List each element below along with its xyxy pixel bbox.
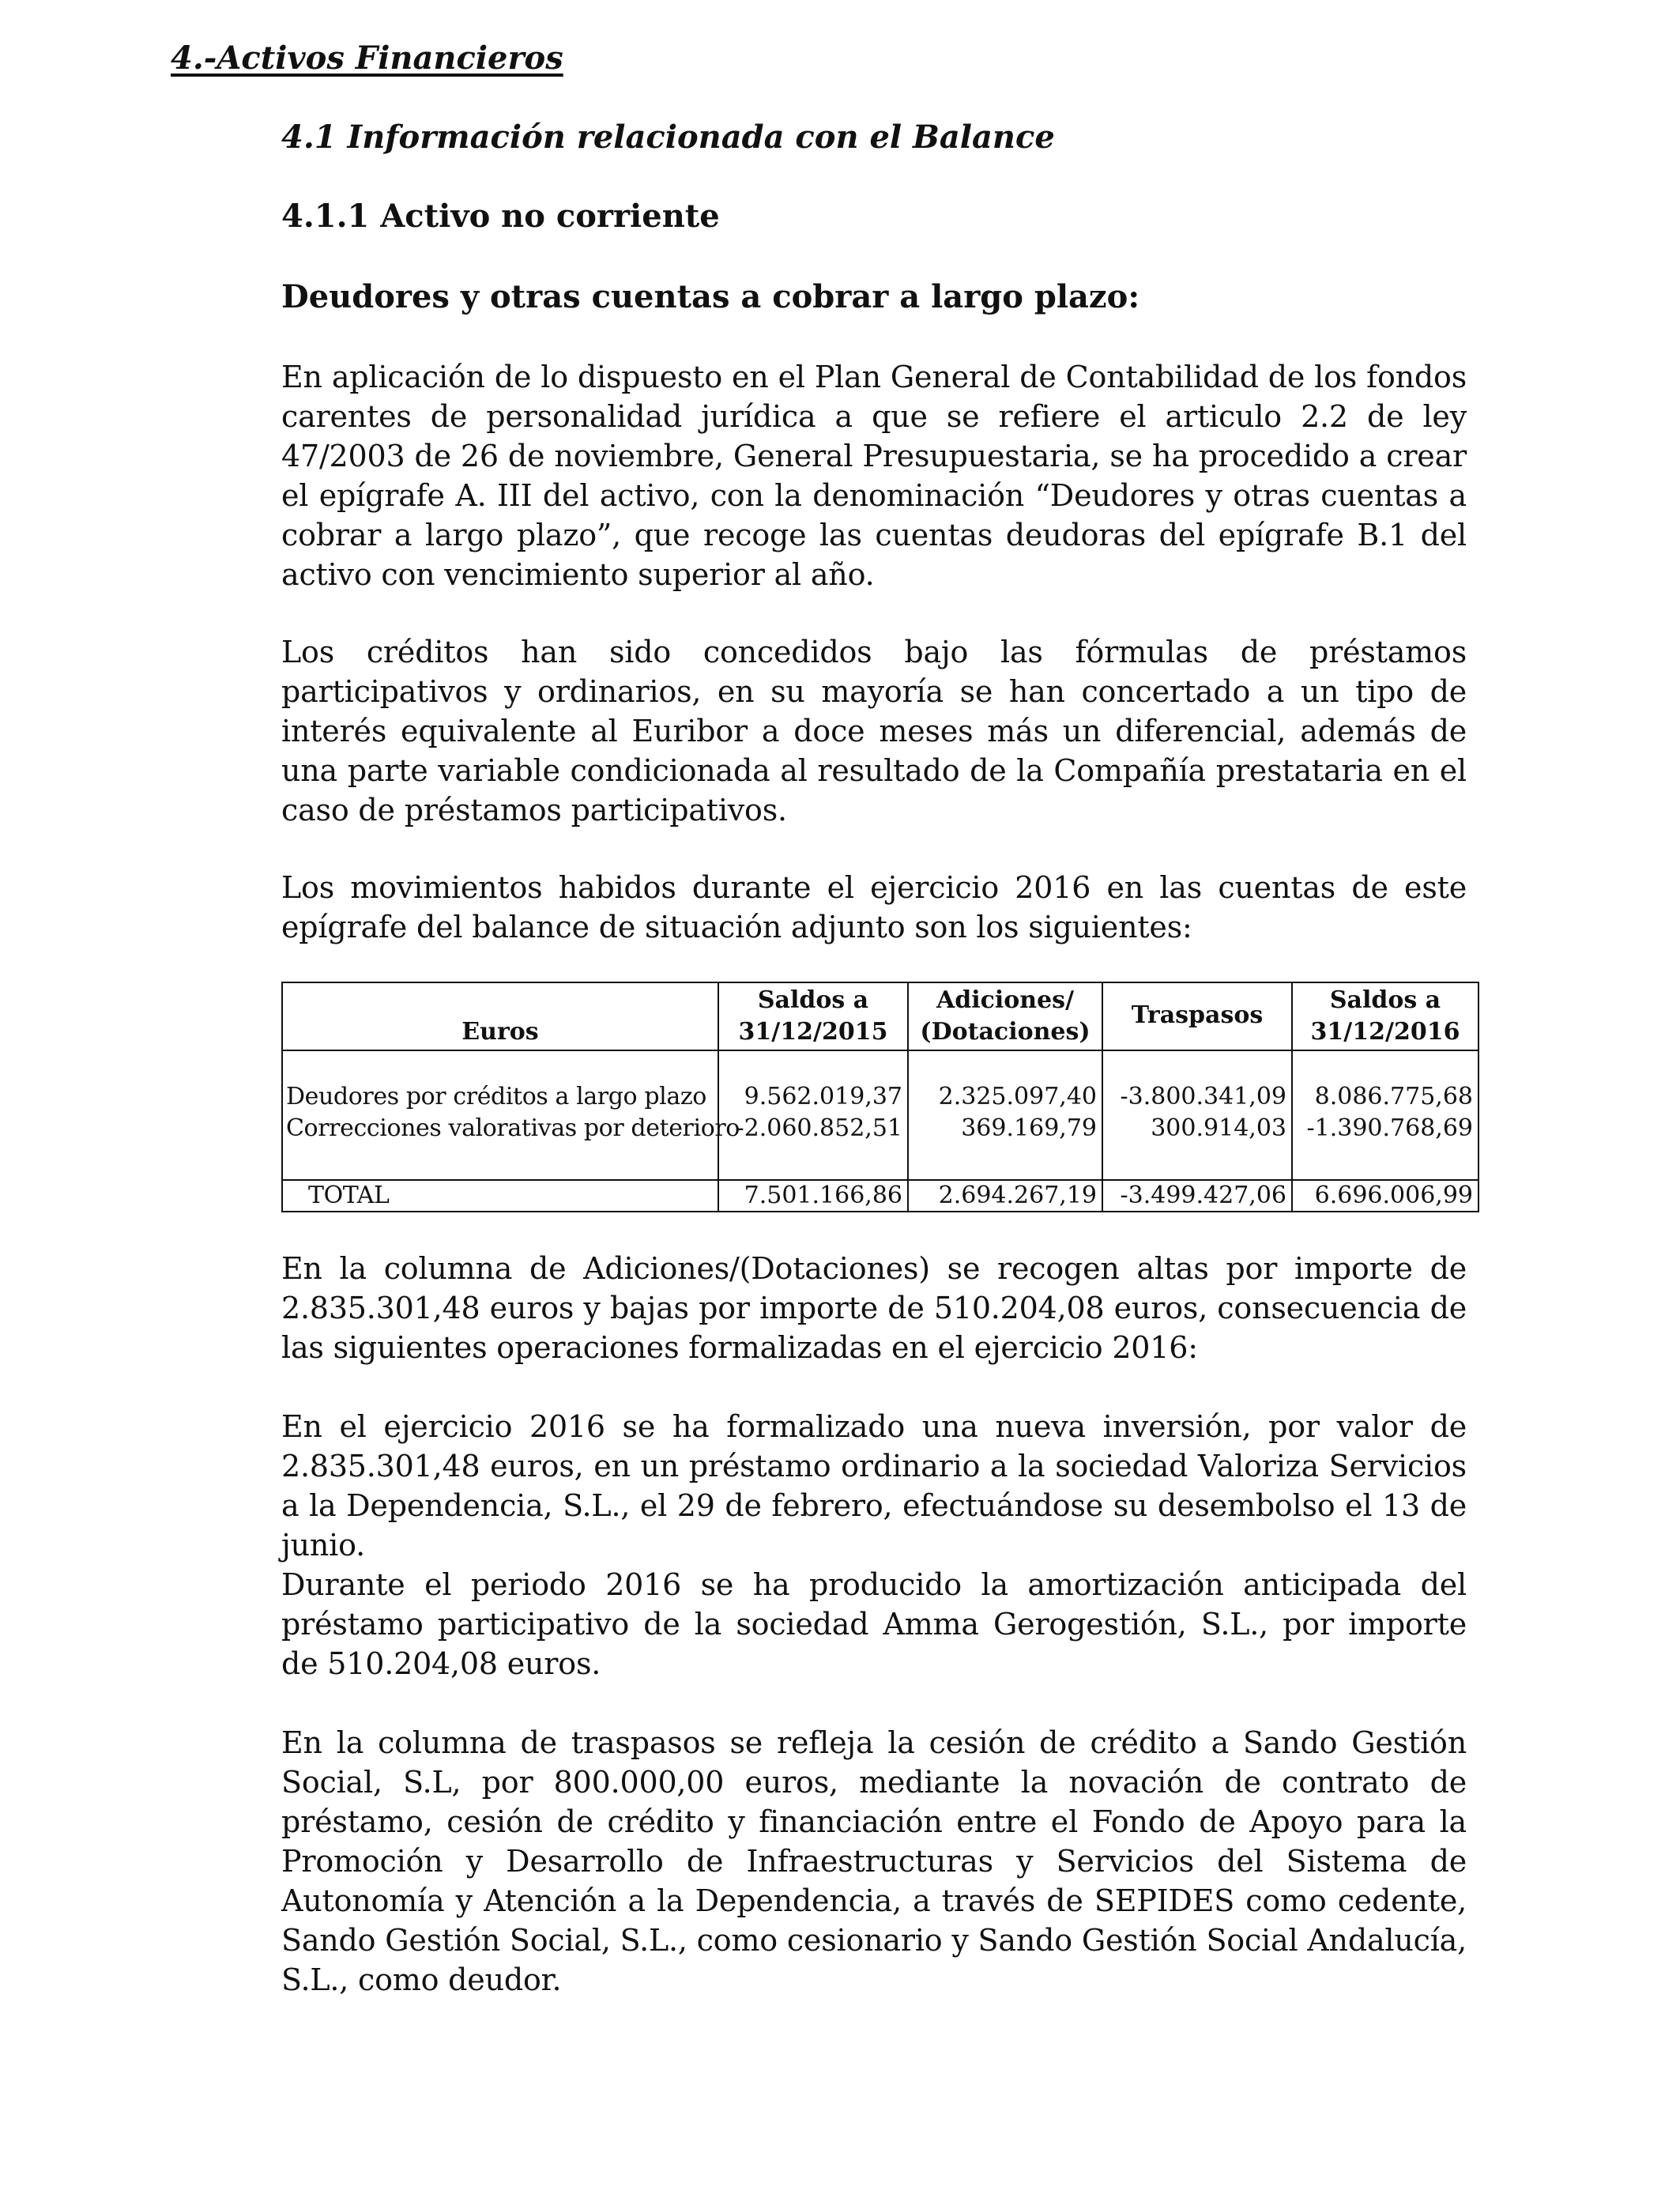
cell-saldo-2016: -1.390.768,69 [1292, 1113, 1478, 1144]
table-spacer-row [282, 1144, 1478, 1180]
total-label: TOTAL [282, 1180, 718, 1212]
cell-traspasos: 300.914,03 [1102, 1113, 1292, 1144]
header-adiciones: Adiciones/ (Dotaciones) [908, 982, 1102, 1050]
topic-heading: Deudores y otras cuentas a cobrar a largo plazo: [281, 278, 1140, 315]
header-traspasos: Traspasos [1102, 982, 1292, 1050]
cell-saldo-2015: 9.562.019,37 [718, 1081, 908, 1113]
paragraph-plan-contabilidad: En aplicación de lo dispuesto en el Plan General de Contabilidad de los fondos carentes de personalidad jurídica a que se refiere el articulo 2.2 de ley 47/2003 de 26 de noviembre, General Presupuestaria, se ha procedido a crear el epígrafe A. III del activo, con la denominación “Deudores y otras cuentas a cobrar a largo plazo”, que recoge las cuentas deudoras del epígrafe B.1 del activo con vencimiento superior al año. [281, 360, 1467, 592]
paragraph-adiciones: En la columna de Adiciones/(Dotaciones) se recogen altas por importe de 2.835.301,48 euros y bajas por importe de 510.204,08 euros, consecuencia de las siguientes operaciones formalizadas en el ejercicio 2016: [281, 1251, 1467, 1365]
total-traspasos: -3.499.427,06 [1102, 1180, 1292, 1212]
movements-table [281, 982, 1479, 1212]
paragraph-nueva-inversion: En el ejercicio 2016 se ha formalizado una nueva inversión, por valor de 2.835.301,48 euros, en un préstamo ordinario a la sociedad Valoriza Servicios a la Dependencia, S.L., el 29 de febrero, efectuándose su desembolso el 13 de junio. [281, 1409, 1467, 1563]
section-title: 4.-Activos Financieros [171, 40, 563, 77]
paragraph-traspasos: En la columna de traspasos se refleja la cesión de crédito a Sando Gestión Social, S.L, por 800.000,00 euros, mediante la novación de contrato de préstamo, cesión de crédito y financiación entre el Fondo de Apoyo para la Promoción y Desarrollo de Infraestructuras y Servicios del Sistema de Autonomía y Atención a la Dependencia, a través de SEPIDES como cedente, Sando Gestión Social, S.L., como cesionario y Sando Gestión Social Andalucía, S.L., como deudor. [281, 1725, 1467, 1997]
total-adiciones: 2.694.267,19 [908, 1180, 1102, 1212]
cell-adiciones: 369.169,79 [908, 1113, 1102, 1144]
table-spacer-row [282, 1050, 1478, 1081]
header-saldo-2015: Saldos a 31/12/2015 [718, 982, 908, 1050]
cell-adiciones: 2.325.097,40 [908, 1081, 1102, 1113]
header-saldo-2016: Saldos a 31/12/2016 [1292, 982, 1478, 1050]
total-saldo-2016: 6.696.006,99 [1292, 1180, 1478, 1212]
table-row [282, 1081, 1478, 1113]
paragraph-creditos: Los créditos han sido concedidos bajo las fórmulas de préstamos participativos y ordinarios, en su mayoría se han concertado a un tipo de interés equivalente al Euribor a doce meses más un diferencial, además de una parte variable condicionada al resultado de la Compañía prestataria en el caso de préstamos participativos. [281, 635, 1467, 827]
table-header-row [282, 982, 1478, 1050]
cell-saldo-2016: 8.086.775,68 [1292, 1081, 1478, 1113]
cell-traspasos: -3.800.341,09 [1102, 1081, 1292, 1113]
row-label: Deudores por créditos a largo plazo [282, 1081, 718, 1113]
table-total-row [282, 1180, 1478, 1212]
table-row [282, 1113, 1478, 1144]
header-euros: Euros [282, 982, 718, 1050]
total-saldo-2015: 7.501.166,86 [718, 1180, 908, 1212]
subsection-title: 4.1 Información relacionada con el Balance [281, 119, 1055, 156]
movements-table-container [281, 982, 1478, 1212]
cell-saldo-2015: -2.060.852,51 [718, 1113, 908, 1144]
subsubsection-title: 4.1.1 Activo no corriente [281, 198, 720, 235]
row-label: Correcciones valorativas por deterioro [282, 1113, 718, 1144]
paragraph-amortizacion: Durante el periodo 2016 se ha producido la amortización anticipada del préstamo participativo de la sociedad Amma Gerogestión, S.L., por importe de 510.204,08 euros. [281, 1567, 1467, 1681]
paragraph-movimientos-intro: Los movimientos habidos durante el ejercicio 2016 en las cuentas de este epígrafe del balance de situación adjunto son los siguientes: [281, 870, 1467, 944]
